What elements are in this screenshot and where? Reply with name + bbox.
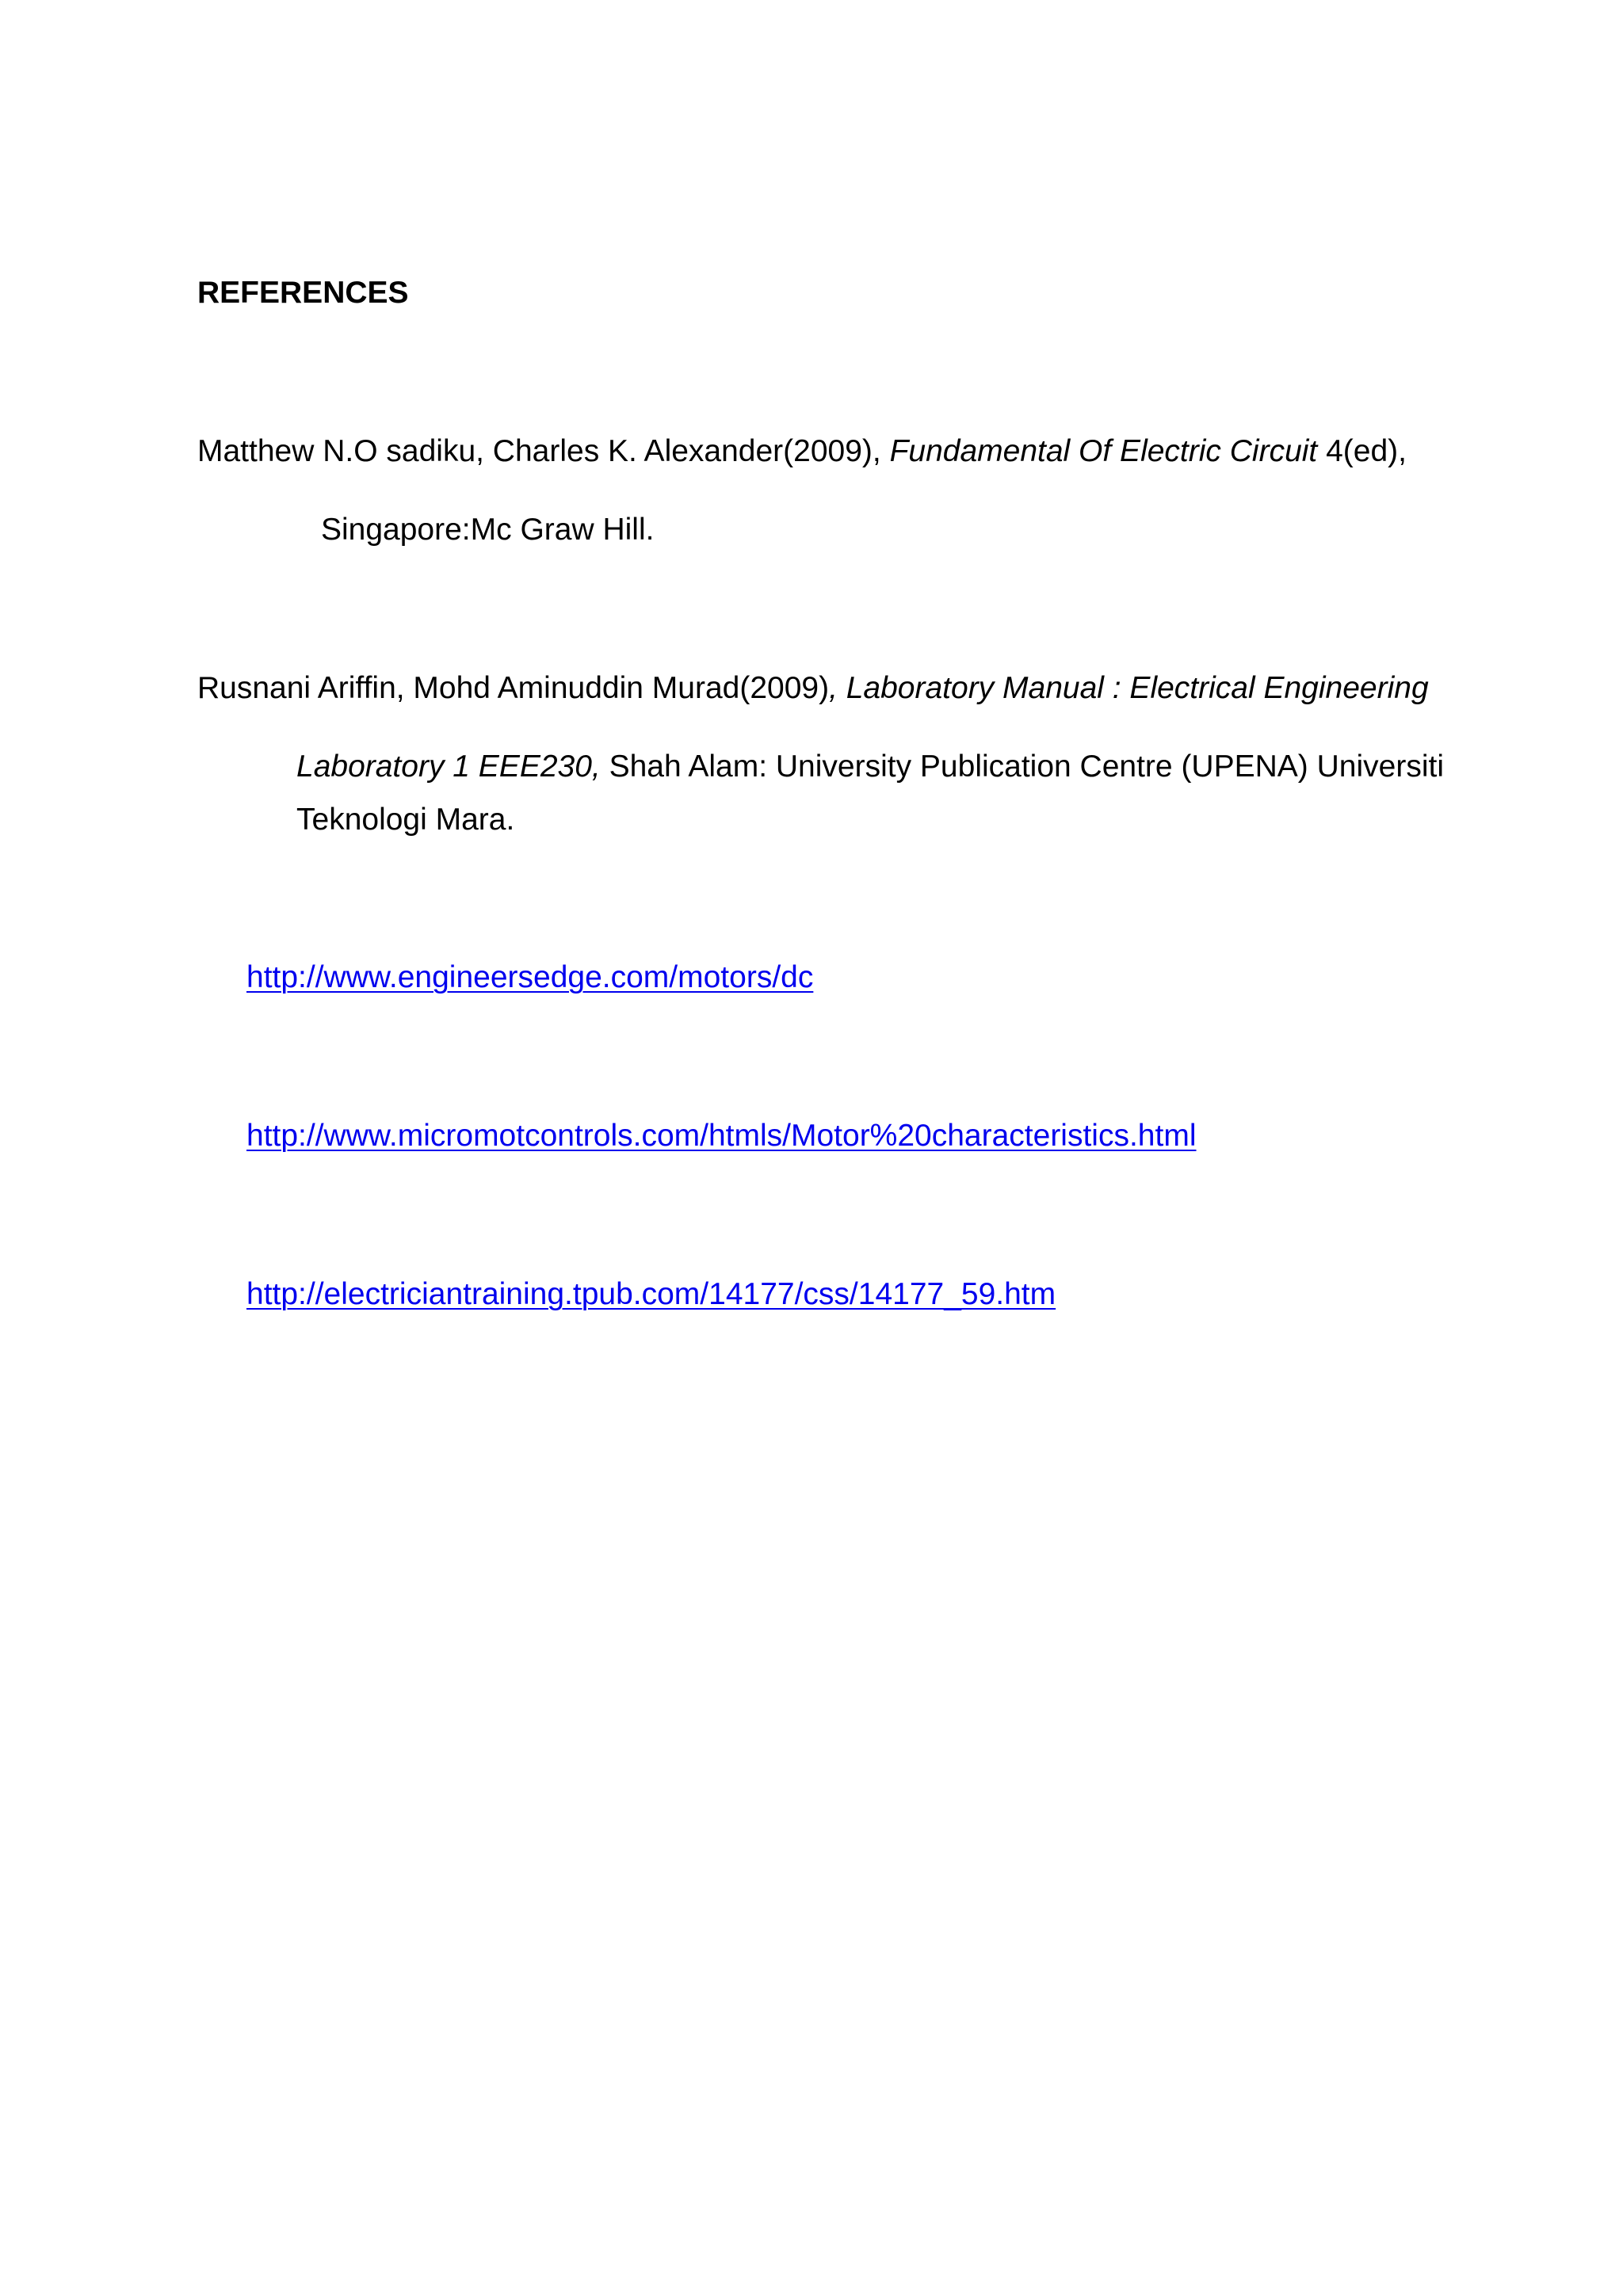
reference-link-3[interactable]: http://electriciantraining.tpub.com/14177/css/14177_59.htm (246, 1277, 1056, 1311)
reference-link-1[interactable]: http://www.engineersedge.com/motors/dc (246, 960, 814, 994)
reference-2-line-3: Teknologi Mara. (296, 803, 515, 837)
reference-link-2[interactable]: http://www.micromotcontrols.com/htmls/Motor%20characteristics.html (246, 1119, 1197, 1153)
reference-2-title-cont: Laboratory 1 EEE230, (296, 749, 601, 784)
reference-1-title: Fundamental Of Electric Circuit (889, 434, 1318, 468)
reference-1-edition: 4(ed), (1317, 434, 1407, 468)
reference-2-line-2 (296, 748, 1444, 786)
reference-1-authors: Matthew N.O sadiku, Charles K. Alexander(2009), (197, 434, 890, 468)
page-title: REFERENCES (197, 276, 409, 310)
reference-1-line-2: Singapore:Mc Graw Hill. (321, 513, 655, 547)
reference-1-line-1 (197, 433, 1407, 471)
reference-2-title: , Laboratory Manual : Electrical Engineering (829, 671, 1429, 705)
reference-2-authors: Rusnani Ariffin, Mohd Aminuddin Murad(2009) (197, 671, 830, 705)
reference-2-publisher: Shah Alam: University Publication Centre (UPENA) Universiti (600, 749, 1444, 784)
reference-2-line-1 (197, 669, 1429, 707)
